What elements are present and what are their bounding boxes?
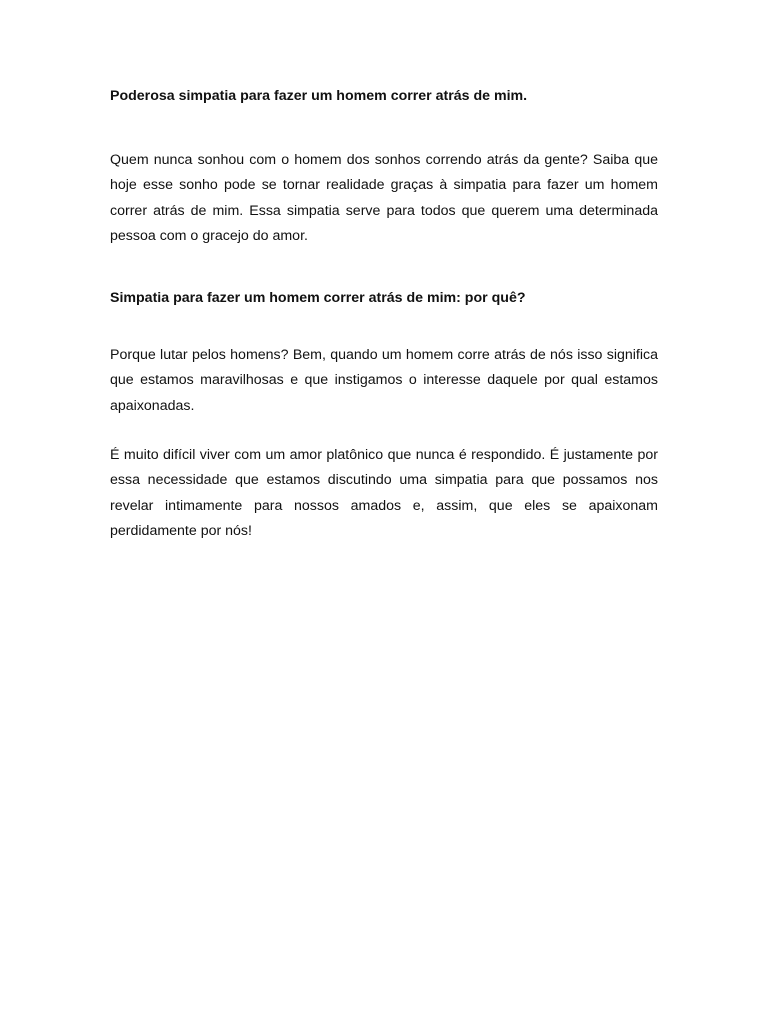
document-content — [110, 84, 658, 544]
paragraph-platonic: É muito difícil viver com um amor platônico que nunca é respondido. É justamente por essa necessidade que estamos discutindo uma simpatia para que possamos nos revelar intimamente para nossos amados e, assim, que eles se apaixonam perdidamente por nós! — [110, 447, 658, 539]
section-heading: Simpatia para fazer um homem correr atrás de mim: por quê? — [110, 290, 526, 307]
document-title: Poderosa simpatia para fazer um homem correr atrás de mim. — [110, 88, 528, 104]
paragraph-why: Porque lutar pelos homens? Bem, quando um homem corre atrás de nós isso significa que estamos maravilhosas e que instigamos o interesse daquele por qual estamos apaixonadas. — [110, 347, 658, 414]
paragraph-intro: Quem nunca sonhou com o homem dos sonhos correndo atrás da gente? Saiba que hoje esse sonho pode se tornar realidade graças à simpatia para fazer um homem correr atrás de mim. Essa simpatia serve para todos que querem uma determinada pessoa com o gracejo do amor. — [110, 152, 658, 244]
